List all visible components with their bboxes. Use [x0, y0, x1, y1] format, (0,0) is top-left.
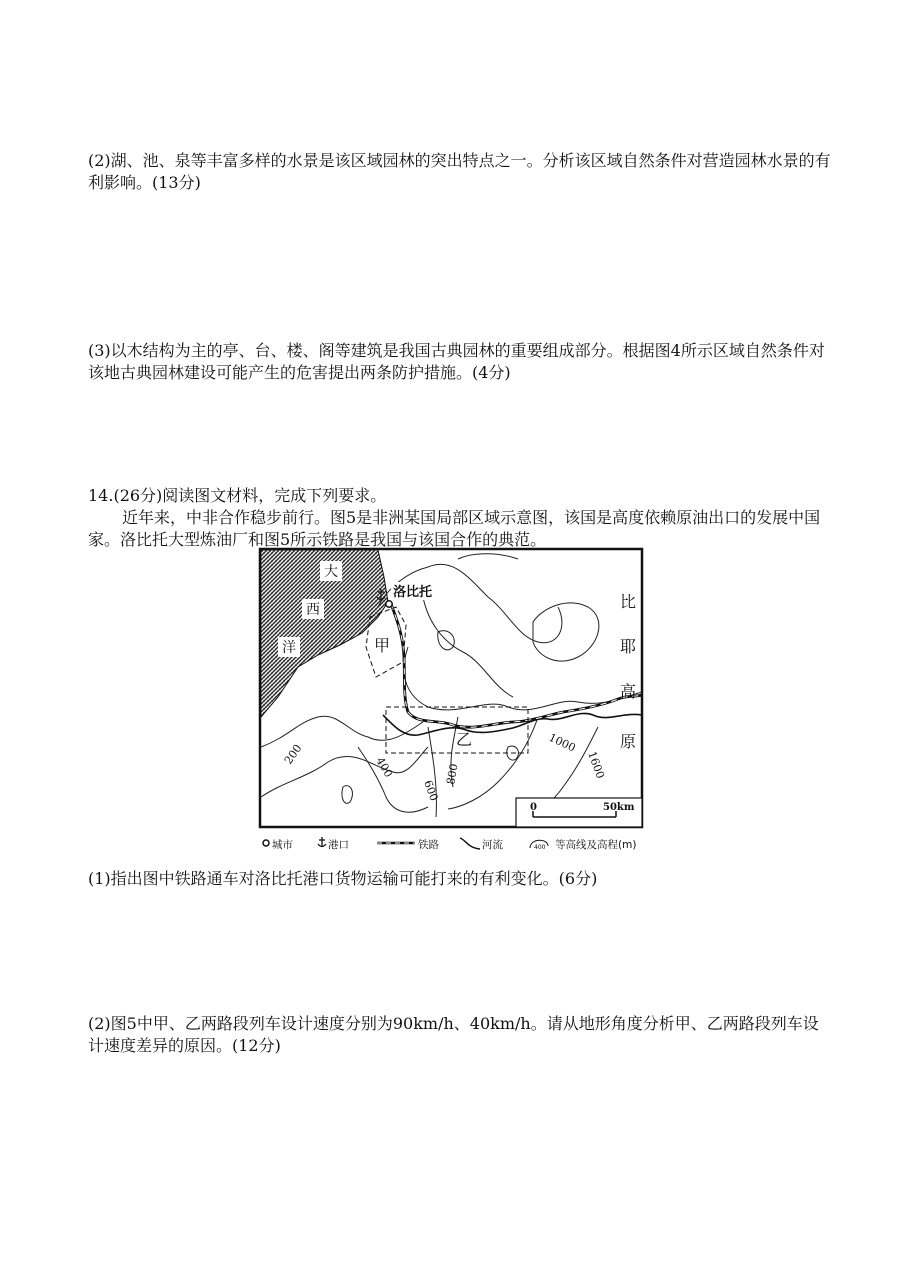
contour-label-200: 200 [281, 742, 305, 767]
city-legend-icon [260, 834, 272, 850]
plateau-label-4: 原 [620, 732, 637, 751]
ocean-label-1: 大 [324, 564, 338, 580]
ocean-label-2: 西 [306, 602, 320, 618]
contour-label-400: 400 [373, 755, 396, 780]
legend-railway: 铁路 [418, 839, 439, 851]
figure-5-map [258, 547, 646, 831]
city-marker [386, 601, 392, 607]
contour-label-1600: 1600 [585, 749, 607, 781]
contour-legend-sample: 400 [534, 844, 546, 851]
city-label-lobito: 洛比托 [393, 585, 433, 600]
scale-zero: 0 [530, 802, 537, 813]
river-legend-icon [458, 834, 482, 852]
contour-legend-icon [528, 834, 550, 852]
segment-jia-label: 甲 [374, 636, 391, 655]
question-14-sub-2: (2)图5中甲、乙两路段列车设计速度分别为90km/h、40km/h。请从地形角度分析甲、乙两路段列车设计速度差异的原因。(12分) [88, 1014, 819, 1055]
contour-label-1000: 1000 [546, 730, 578, 755]
legend-river: 河流 [482, 839, 503, 851]
question-14-material: 近年来，中非合作稳步前行。图5是非洲某国局部区域示意图，该国是高度依赖原油出口的发展中国家。洛比托大型炼油厂和图5所示铁路是我国与该国合作的典范。 [88, 508, 821, 549]
legend-port: 港口 [328, 839, 349, 851]
legend-contour: 等高线及高程(m) [555, 839, 637, 851]
question-3-text: (3)以木结构为主的亭、台、楼、阁等建筑是我国古典园林的重要组成部分。根据图4所示区域自然条件对该地古典园林建设可能产生的危害提出两条防护措施。(4分) [88, 341, 825, 382]
map-legend [258, 834, 658, 854]
plateau-label-3: 高 [620, 682, 637, 701]
railway-legend-icon [376, 834, 416, 850]
ocean-label-3: 洋 [282, 640, 296, 656]
segment-yi-label: 乙 [456, 730, 473, 749]
port-legend-icon [316, 834, 328, 850]
scale-end: 50km [603, 802, 635, 813]
question-2-text: (2)湖、池、泉等丰富多样的水景是该区域园林的突出特点之一。分析该区域自然条件对营造园林水景的有利影响。(13分) [88, 151, 831, 192]
legend-city: 城市 [272, 839, 293, 851]
contour-label-600: 600 [421, 778, 441, 803]
question-14-heading: 14.(26分)阅读图文材料，完成下列要求。 [88, 486, 387, 505]
plateau-label-2: 耶 [620, 637, 637, 656]
question-14-sub-1: (1)指出图中铁路通车对洛比托港口货物运输可能打来的有利变化。(6分) [88, 869, 598, 888]
plateau-label-1: 比 [620, 592, 637, 611]
contour-label-800: 800 [444, 762, 461, 786]
